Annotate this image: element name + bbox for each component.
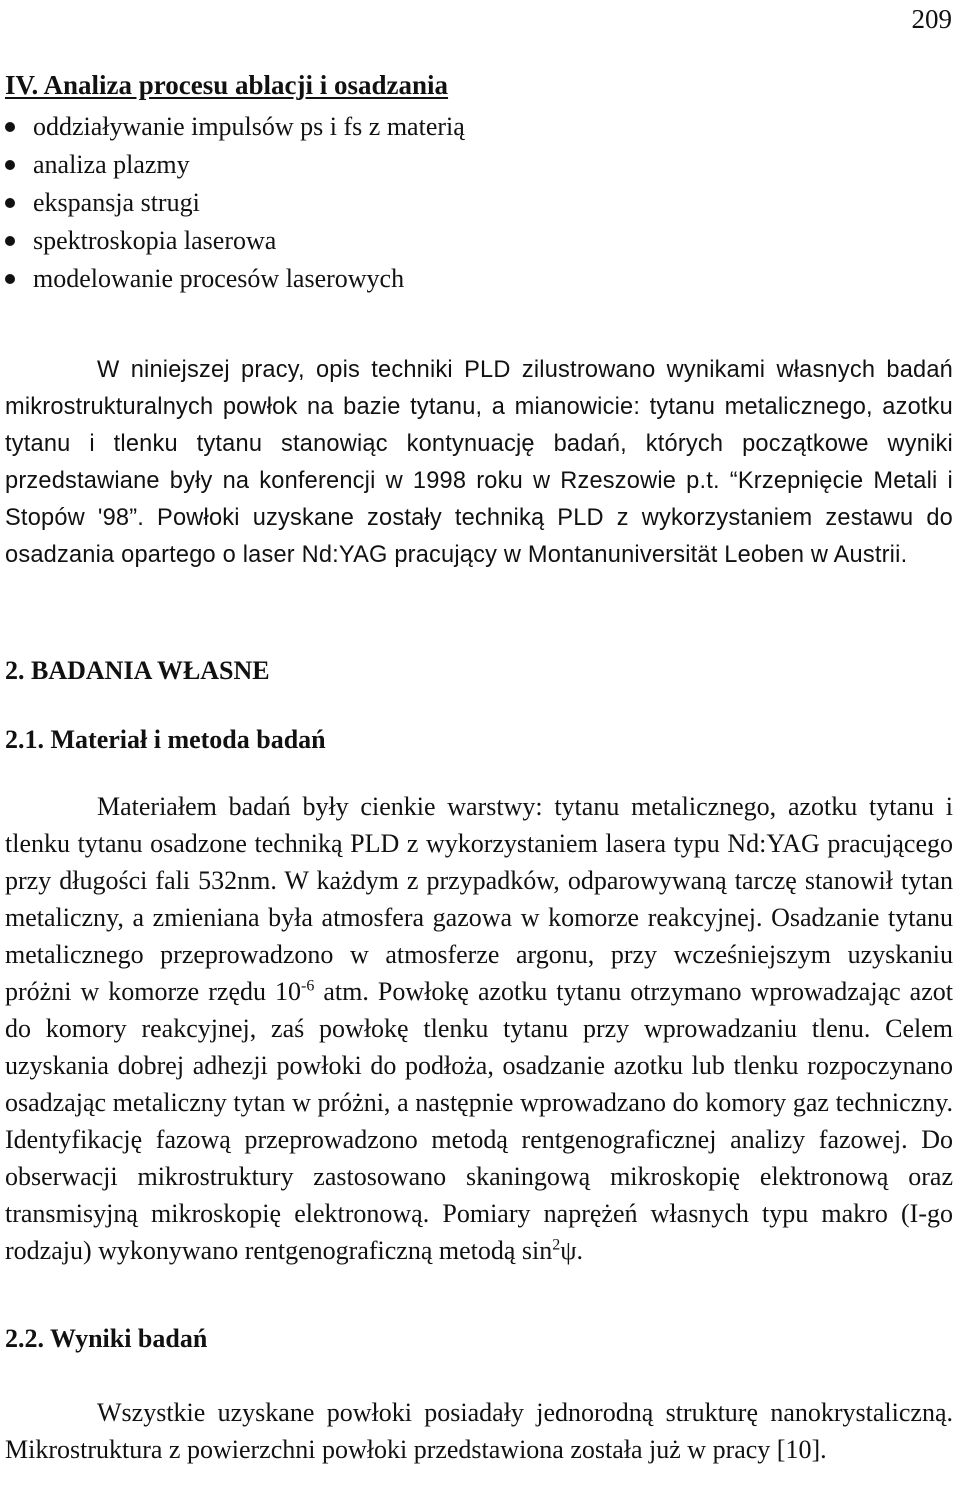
section-heading: IV. Analiza procesu ablacji i osadzania: [5, 70, 449, 100]
bullet-icon: [5, 236, 15, 246]
results-paragraph: Wszystkie uzyskane powłoki posiadały jednorodną strukturę nanokrystaliczną. Mikrostruktura z powierzchni powłoki przedstawiona została już w pracy [10].: [5, 1398, 953, 1464]
intro-paragraph: W niniejszej pracy, opis techniki PLD zilustrowano wynikami własnych badań mikrostrukturalnych powłok na bazie tytanu, a mianowicie: tytanu metalicznego, azotku tytanu i tlenku tytanu stanowiąc kontynuację badań, których początkowe wyniki przedstawiane były na konferencji w 1998 roku w Rzeszowie p.t. “Krzepnięcie Metali i Stopów '98”. Powłoki uzyskane zostały techniką PLD z wykorzystaniem zestawu do osadzania opartego o laser Nd:YAG pracujący w Montanuniversität Leoben w Austrii.: [5, 357, 953, 568]
list-item-text: oddziaływanie impulsów ps i fs z materią: [33, 112, 465, 141]
methods-text-part1: Materiałem badań były cienkie warstwy: tytanu metalicznego, azotku tytanu i tlenku tytanu osadzone techniką PLD z wykorzystaniem lasera typu Nd:YAG pracującego przy długości fali 532nm. W każdym z przypadków, odparowywaną tarczę stanowił tytan metaliczny, a zmieniana była atmosfera gazowa w komorze reakcyjnej. Osadzanie tytanu metalicznego przeprowadzono w atmosferze argonu, przy wcześniejszym uzyskaniu próżni w komorze rzędu 10: [5, 792, 953, 1006]
list-item: [5, 222, 465, 260]
page-number: 209: [911, 4, 952, 34]
methods-text-part3: ψ.: [560, 1236, 584, 1265]
methods-sin-exponent: 2: [552, 1236, 561, 1254]
list-item-text: modelowanie procesów laserowych: [33, 264, 405, 293]
list-item-text: ekspansja strugi: [33, 188, 200, 217]
bullet-list: [5, 108, 465, 298]
bullet-icon: [5, 198, 15, 208]
methods-text-part2: atm. Powłokę azotku tytanu otrzymano wprowadzając azot do komory reakcyjnej, zaś powłokę tlenku tytanu przy wprowadzaniu tlenu. Celem uzyskania dobrej adhezji powłoki do podłoża, osadzanie azotku lub tlenku rozpoczynano osadzając metaliczny tytan w próżni, a następnie wprowadzano do komory gaz techniczny. Identyfikację fazową przeprowadzono metodą rentgenograficznej analizy fazowej. Do obserwacji mikrostruktury zastosowano skaningową mikroskopię elektronową oraz transmisyjną mikroskopię elektronową. Pomiary naprężeń własnych typu makro (I-go rodzaju) wykonywano rentgenograficzną metodą sin: [5, 977, 953, 1265]
bullet-icon: [5, 160, 15, 170]
list-item: [5, 146, 465, 184]
bullet-icon: [5, 274, 15, 284]
methods-exponent: -6: [301, 977, 315, 995]
list-item-text: spektroskopia laserowa: [33, 226, 277, 255]
heading-badania-wlasne: 2. BADANIA WŁASNE: [5, 656, 270, 685]
list-item: [5, 260, 465, 298]
methods-paragraph: [5, 788, 953, 1269]
bullet-icon: [5, 122, 15, 132]
heading-wyniki-badan: 2.2. Wyniki badań: [5, 1324, 208, 1353]
list-item: [5, 184, 465, 222]
list-item-text: analiza plazmy: [33, 150, 190, 179]
heading-material-i-metoda: 2.1. Materiał i metoda badań: [5, 725, 326, 754]
list-item: [5, 108, 465, 146]
